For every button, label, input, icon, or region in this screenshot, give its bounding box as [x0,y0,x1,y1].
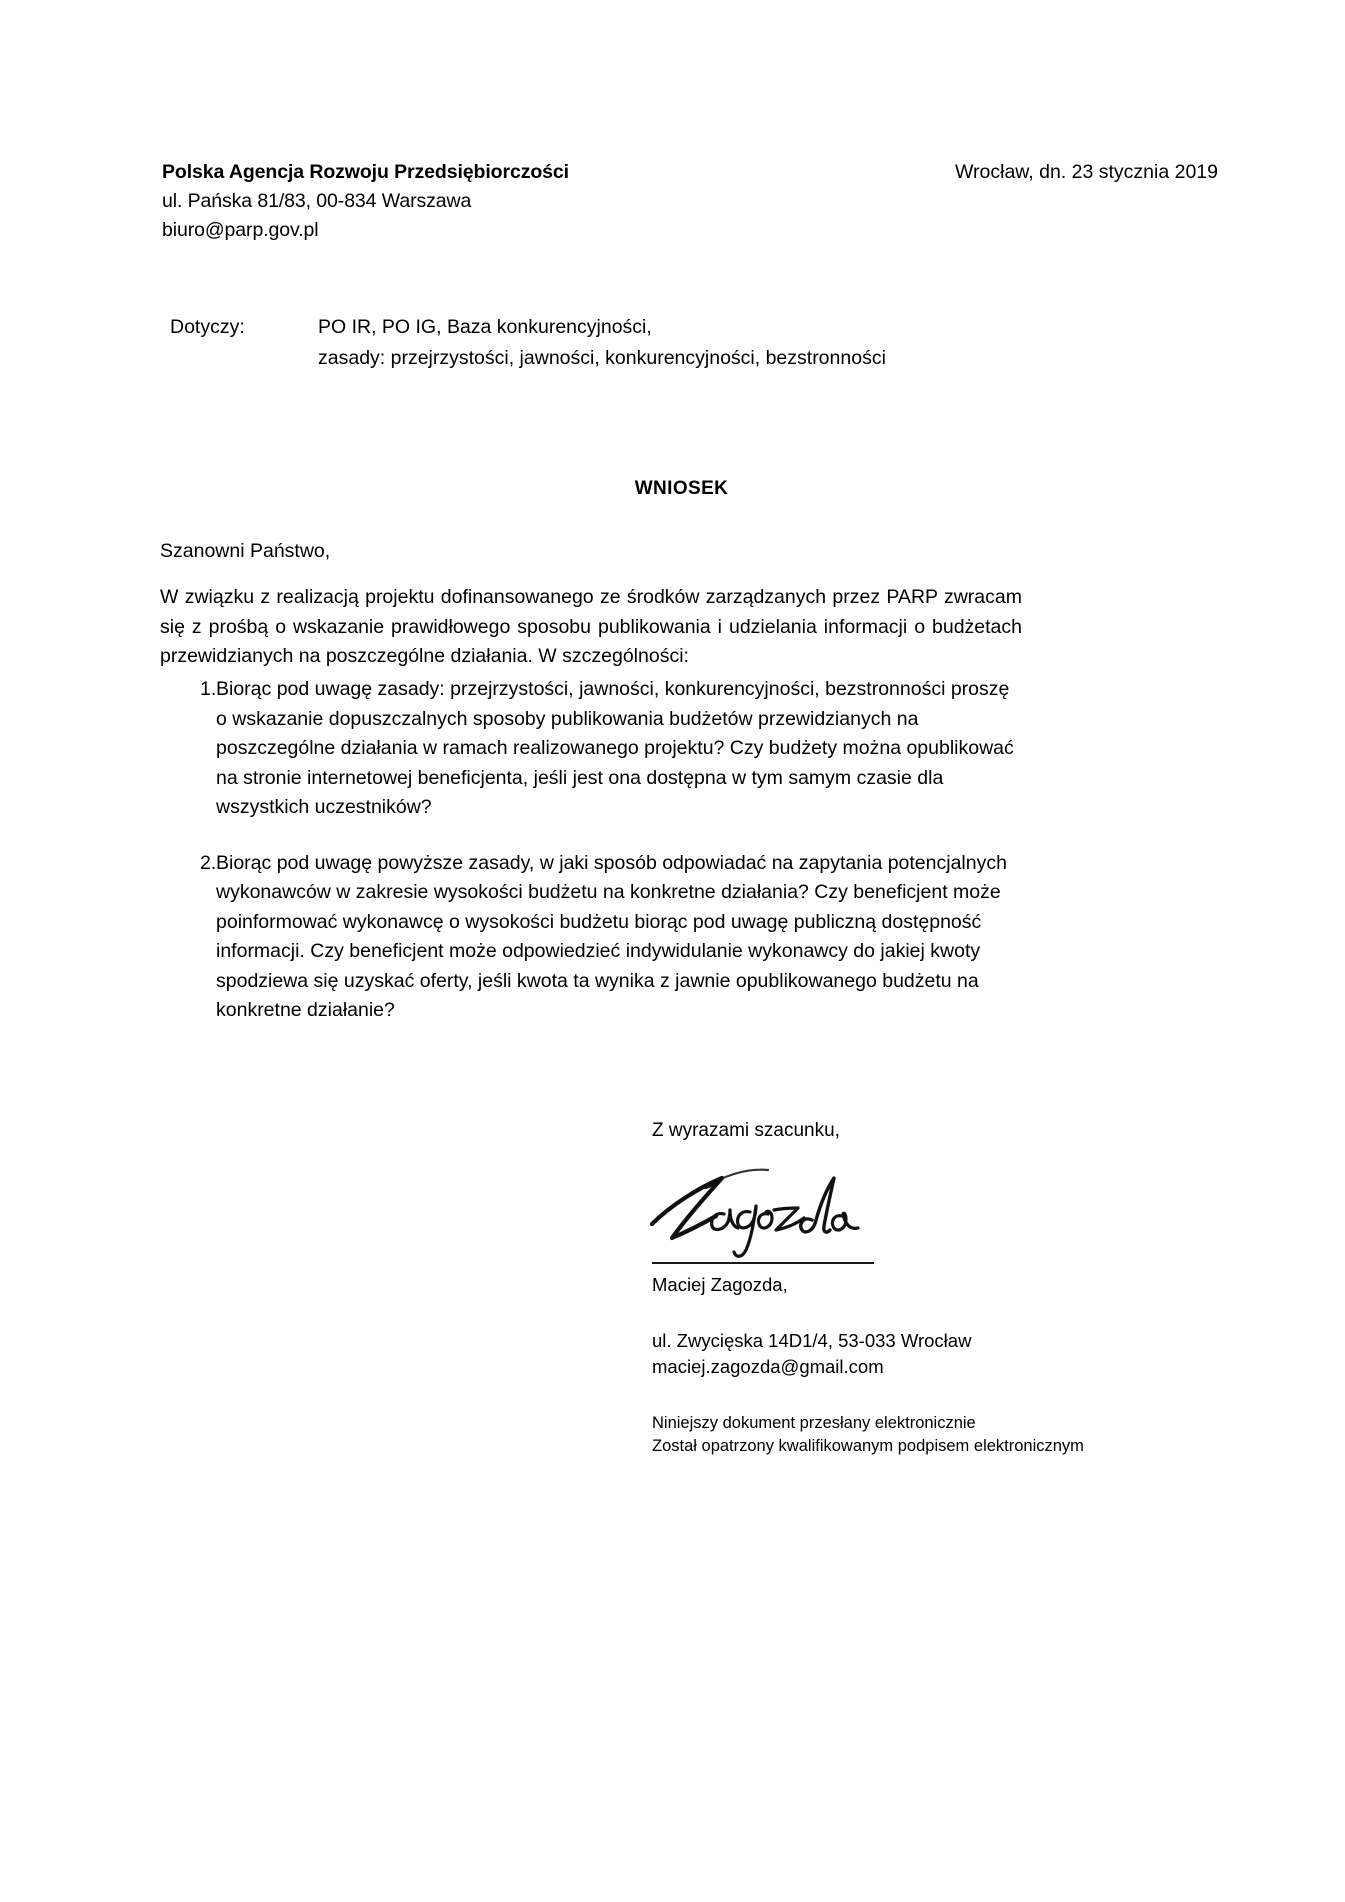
sender-organization: Polska Agencja Rozwoju Przedsiębiorczości [162,161,569,183]
subject-values [318,312,886,374]
letter-header [162,158,1225,245]
signatory-name: Maciej Zagozda, [652,1274,788,1295]
signatory-contact [652,1328,1172,1380]
subject-line: zasady: przejrzystości, jawności, konkurencyjności, bezstronności [318,347,886,369]
signatory-address: ul. Zwycięska 14D1/4, 53-033 Wrocław [652,1330,972,1351]
sender-email: biuro@parp.gov.pl [162,219,319,241]
intro-paragraph: W związku z realizacją projektu dofinansowanego ze środków zarządzanych przez PARP zwracam się z prośbą o wskazanie prawidłowego sposobu publikowania i udzielania informacji o budżetach przewidzianych na poszczególne działania. W szczególności: [160,586,1022,667]
date-location-line: Wrocław, dn. 23 stycznia 2019 [954,161,1218,183]
handwritten-signature-icon [646,1166,896,1258]
subject-block [170,312,886,374]
subject-label: Dotyczy: [170,316,245,338]
signature-block [652,1118,1172,1458]
subject-line: PO IR, PO IG, Baza konkurencyjności, [318,316,652,338]
signatory-email: maciej.zagozda@gmail.com [652,1356,884,1377]
list-item-number: 2. [200,851,217,874]
list-item-text: Biorąc pod uwagę zasady: przejrzystości, jawności, konkurencyjności, bezstronności proszę o wskazanie dopuszczalnych sposoby publikowania budżetów przewidzianych na poszczególne działania w ramach realizowanego projektu? Czy budżety można opublikować na stronie internetowej beneficjenta, jeśli jest ona dostępna w tym samym czasie dla wszystkich uczestników? [216,678,1014,818]
electronic-signature-notice [652,1412,1172,1458]
list-item [160,849,1022,1026]
sender-block [162,158,569,245]
list-item-text: Biorąc pod uwagę powyższe zasady, w jaki sposób odpowiadać na zapytania potencjalnych wykonawców w zakresie wysokości budżetu na konkretne działania? Czy beneficjent może poinformować wykonawcę o wysokości budżetu biorąc pod uwagę publiczną dostępność informacji. Czy beneficjent może odpowiedzieć indywidulanie wykonawcy do jakiej kwoty spodziewa się uzyskać oferty, jeśli kwota ta wynika z jawnie opublikowanego budżetu na konkretne działanie? [216,851,1007,1021]
signature-rule [652,1262,874,1264]
salutation: Szanowni Państwo, [160,540,331,562]
closing-line: Z wyrazami szacunku, [652,1120,840,1141]
sender-address: ul. Pańska 81/83, 00-834 Warszawa [162,190,472,212]
notice-line: Niniejszy dokument przesłany elektronicznie [652,1414,976,1432]
notice-line: Został opatrzony kwalifikowanym podpisem elektronicznym [652,1437,1084,1455]
page-title: WNIOSEK [634,478,729,499]
list-item [160,675,1022,823]
questions-list [160,675,1022,1052]
list-item-number: 1. [200,678,217,700]
